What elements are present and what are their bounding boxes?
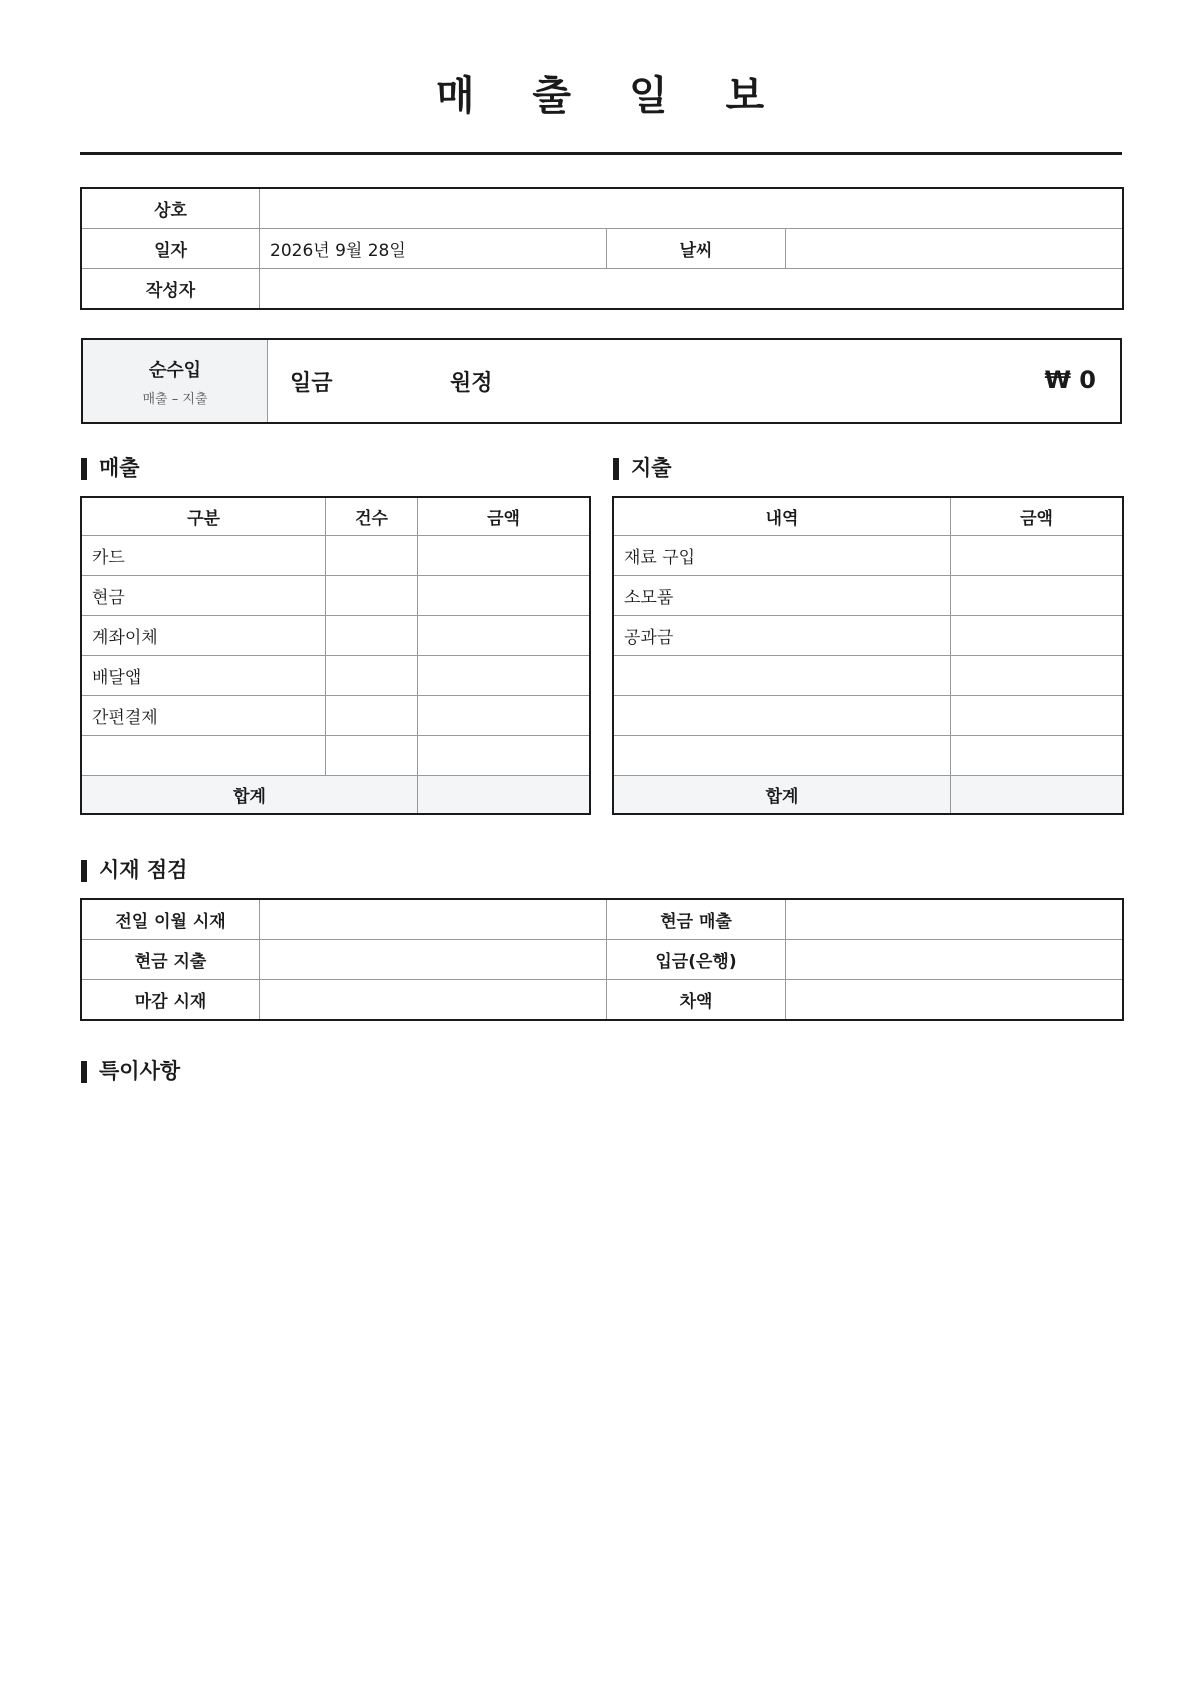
sales-col-category: 구분: [82, 498, 326, 536]
sales-category-cell[interactable]: [82, 736, 326, 776]
table-row: [82, 736, 590, 776]
expense-header-row: [614, 498, 1123, 536]
expense-item-cell[interactable]: [614, 736, 951, 776]
sales-total-label: 합계: [82, 776, 418, 814]
sales-amount-cell[interactable]: [418, 536, 590, 576]
weather-field[interactable]: [786, 229, 1123, 269]
table-row: [82, 576, 590, 616]
sales-category-cell: 카드: [82, 536, 326, 576]
expense-amount-cell[interactable]: [951, 696, 1123, 736]
net-income-label: 순수입: [148, 359, 202, 381]
sales-category-cell: 간편결제: [82, 696, 326, 736]
table-row: [614, 576, 1123, 616]
sales-category-cell: 배달앱: [82, 656, 326, 696]
expense-amount-cell[interactable]: [951, 656, 1123, 696]
sales-amount-cell[interactable]: [418, 696, 590, 736]
info-row-date: [82, 229, 1123, 269]
table-row: [614, 656, 1123, 696]
notes-area[interactable]: [81, 1100, 1122, 1660]
table-row: [614, 536, 1123, 576]
store-field[interactable]: [260, 189, 1123, 229]
expense-col-item: 내역: [614, 498, 951, 536]
table-row: [82, 900, 1123, 940]
sales-amount-cell[interactable]: [418, 656, 590, 696]
cash-expense-field[interactable]: [260, 940, 607, 980]
table-row: [614, 696, 1123, 736]
expense-item-cell: 재료 구입: [614, 536, 951, 576]
cash-check-heading: 시재 점검: [81, 857, 187, 883]
expense-amount-cell[interactable]: [951, 536, 1123, 576]
info-row-writer: [82, 269, 1123, 309]
sales-col-count: 건수: [326, 498, 418, 536]
net-income-value-cell: [268, 340, 1120, 422]
sales-amount-cell[interactable]: [418, 736, 590, 776]
cash-sales-label: 현금 매출: [607, 900, 786, 940]
expense-amount-cell[interactable]: [951, 736, 1123, 776]
prev-balance-label: 전일 이월 시재: [82, 900, 260, 940]
sales-count-cell[interactable]: [326, 536, 418, 576]
sales-count-cell[interactable]: [326, 616, 418, 656]
sales-heading: 매출: [81, 455, 140, 481]
closing-balance-field[interactable]: [260, 980, 607, 1020]
expense-total-label: 합계: [614, 776, 951, 814]
expense-col-amount: 금액: [951, 498, 1123, 536]
difference-label: 차액: [607, 980, 786, 1020]
amount-suffix: 원정: [450, 371, 493, 396]
sales-header-row: [82, 498, 590, 536]
date-label: 일자: [82, 229, 260, 269]
net-income-formula: 매출 – 지출: [142, 391, 208, 407]
page-title: 매 출 일 보: [435, 73, 787, 119]
table-row: [82, 616, 590, 656]
expense-amount-cell[interactable]: [951, 616, 1123, 656]
sales-count-cell[interactable]: [326, 576, 418, 616]
expense-total-row: [614, 776, 1123, 814]
weather-label: 날씨: [607, 229, 786, 269]
expense-item-cell: 소모품: [614, 576, 951, 616]
amount-prefix: 일금: [290, 371, 333, 396]
notes-heading: 특이사항: [81, 1058, 180, 1084]
bank-deposit-field[interactable]: [786, 940, 1123, 980]
sales-table: [81, 497, 590, 814]
expense-total-amount: [951, 776, 1123, 814]
net-income-box: [81, 338, 1122, 424]
prev-balance-field[interactable]: [260, 900, 607, 940]
info-row-store: [82, 189, 1123, 229]
cash-sales-field[interactable]: [786, 900, 1123, 940]
sales-count-cell[interactable]: [326, 696, 418, 736]
sales-category-cell: 현금: [82, 576, 326, 616]
expense-amount-cell[interactable]: [951, 576, 1123, 616]
sales-col-amount: 금액: [418, 498, 590, 536]
title-divider: [80, 152, 1122, 155]
sales-total-row: [82, 776, 590, 814]
expense-table: [613, 497, 1123, 814]
difference-field[interactable]: [786, 980, 1123, 1020]
table-row: [82, 656, 590, 696]
sales-count-cell[interactable]: [326, 656, 418, 696]
expense-heading: 지출: [613, 455, 672, 481]
sales-total-amount: [418, 776, 590, 814]
table-row: [82, 536, 590, 576]
store-label: 상호: [82, 189, 260, 229]
sales-amount-cell[interactable]: [418, 576, 590, 616]
info-table: [81, 188, 1123, 309]
cash-expense-label: 현금 지출: [82, 940, 260, 980]
net-income-label-cell: [83, 340, 268, 422]
table-row: [82, 940, 1123, 980]
sales-category-cell: 계좌이체: [82, 616, 326, 656]
table-row: [614, 616, 1123, 656]
table-row: [82, 980, 1123, 1020]
closing-balance-label: 마감 시재: [82, 980, 260, 1020]
net-income-amount: ₩ 0: [1044, 366, 1096, 394]
expense-item-cell[interactable]: [614, 696, 951, 736]
expense-item-cell: 공과금: [614, 616, 951, 656]
bank-deposit-label: 입금(은행): [607, 940, 786, 980]
sales-amount-cell[interactable]: [418, 616, 590, 656]
table-row: [614, 736, 1123, 776]
sales-count-cell[interactable]: [326, 736, 418, 776]
table-row: [82, 696, 590, 736]
date-field[interactable]: 2026년 9월 28일: [260, 229, 607, 269]
expense-item-cell[interactable]: [614, 656, 951, 696]
writer-field[interactable]: [260, 269, 1123, 309]
writer-label: 작성자: [82, 269, 260, 309]
cash-check-table: [81, 899, 1123, 1020]
